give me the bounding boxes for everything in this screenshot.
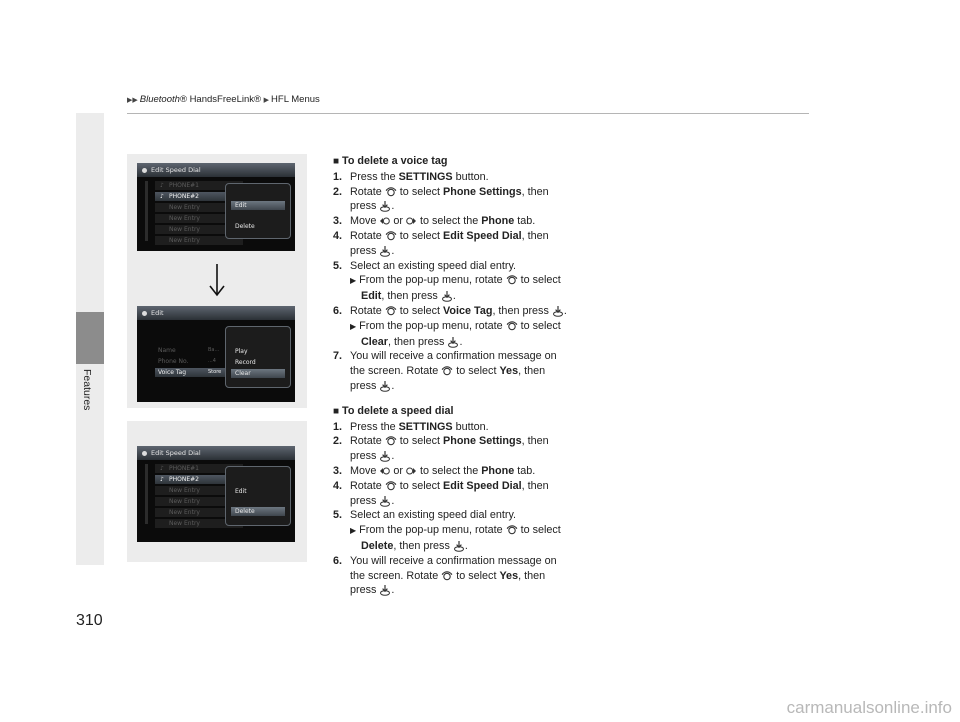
- popup-item-delete: Delete: [231, 507, 285, 516]
- push-knob-icon: [379, 495, 391, 507]
- selector-knob-icon: [506, 524, 518, 535]
- push-knob-icon: [379, 380, 391, 392]
- move-right-icon: [406, 216, 417, 226]
- down-arrow-icon: [205, 262, 229, 298]
- breadcrumb-arrow-icon: ▶: [263, 97, 270, 104]
- sub-step: ▶ From the pop-up menu, rotate to select Edit, then press .: [350, 274, 561, 303]
- push-knob-icon: [552, 305, 564, 317]
- breadcrumb-bluetooth: Bluetooth: [139, 94, 180, 105]
- title-bullet-icon: [142, 311, 147, 316]
- list-item: New Entry: [155, 497, 243, 506]
- screen-titlebar: [137, 446, 295, 460]
- field-row-voice-tag: Voice Tag Store: [155, 368, 225, 377]
- arrow-bullet-icon: ▶: [350, 526, 357, 536]
- list-item: ♪ PHONE#1: [155, 464, 243, 473]
- step: 4. Rotate to select Edit Speed Dial, then press .: [333, 479, 549, 507]
- screen-title: Edit Speed Dial: [151, 449, 201, 457]
- popup-item-delete: Delete: [235, 223, 255, 230]
- selector-knob-icon: [506, 320, 518, 331]
- push-knob-icon: [453, 540, 465, 552]
- list-item: ♪ PHONE#2: [155, 475, 243, 484]
- breadcrumb-hfl-menus: HFL Menus: [271, 94, 320, 105]
- field-row-phone: Phone No. ...4: [158, 358, 216, 365]
- move-left-icon: [379, 466, 390, 476]
- step: 5. Select an existing speed dial entry.: [333, 509, 517, 522]
- selector-knob-icon: [385, 186, 397, 197]
- step: 6. You will receive a confirmation message on the screen. Rotate to select Yes, then press .: [333, 554, 557, 597]
- popup-menu: [225, 326, 291, 388]
- screen-edit-speed-dial-delete: [137, 446, 295, 542]
- move-left-icon: [379, 216, 390, 226]
- breadcrumb-arrow-icon: ▶▶: [127, 97, 138, 104]
- step: 1. Press the SETTINGS button.: [333, 170, 489, 183]
- selector-knob-icon: [441, 570, 453, 581]
- list-item: New Entry: [155, 225, 243, 234]
- square-bullet-icon: ■: [333, 156, 340, 167]
- square-bullet-icon: ■: [333, 405, 340, 417]
- instructions: [333, 154, 568, 598]
- header-divider: [127, 113, 809, 114]
- screen-edit-speed-dial: [137, 163, 295, 251]
- list-item: ♪ PHONE#1: [155, 181, 243, 190]
- scrollbar: [145, 464, 148, 524]
- popup-item-play: Play: [235, 348, 248, 355]
- step: 1. Press the SETTINGS button.: [333, 420, 489, 433]
- push-knob-icon: [379, 245, 391, 257]
- step: 3. Move or to select the Phone tab.: [333, 464, 536, 477]
- list-item: New Entry: [155, 486, 243, 495]
- list-item: New Entry: [155, 519, 243, 528]
- push-knob-icon: [379, 450, 391, 462]
- phone-book-icon: ♪: [160, 193, 164, 200]
- title-bullet-icon: [142, 451, 147, 456]
- list-item: New Entry: [155, 508, 243, 517]
- screen-titlebar: [137, 306, 295, 320]
- side-tab-label: Features: [81, 369, 93, 411]
- list-item: ♪ PHONE#2: [155, 192, 243, 201]
- screen-title: Edit Speed Dial: [151, 166, 201, 174]
- list-item: New Entry: [155, 214, 243, 223]
- popup-item-edit: Edit: [231, 201, 285, 210]
- side-tab-marker: [76, 312, 104, 364]
- arrow-bullet-icon: ▶: [350, 276, 357, 286]
- popup-item-clear: Clear: [231, 369, 285, 378]
- screen-title: Edit: [151, 309, 164, 317]
- sub-step: ▶ From the pop-up menu, rotate to select Delete, then press .: [350, 524, 561, 552]
- step: 2. Rotate to select Phone Settings, then press .: [333, 185, 549, 213]
- popup-menu: [225, 183, 291, 239]
- step: 4. Rotate to select Edit Speed Dial, then press .: [333, 229, 549, 257]
- push-knob-icon: [447, 336, 459, 348]
- sub-step: ▶ From the pop-up menu, rotate to select Clear, then press .: [350, 319, 561, 348]
- list-item: New Entry: [155, 236, 243, 245]
- selector-knob-icon: [385, 305, 397, 316]
- section-heading: ■ To delete a voice tag: [333, 155, 448, 167]
- popup-item-record: Record: [235, 359, 256, 366]
- step: 3. Move or to select the Phone tab.: [333, 215, 536, 228]
- breadcrumb: [127, 94, 320, 105]
- screen-titlebar: [137, 163, 295, 177]
- push-knob-icon: [441, 290, 453, 302]
- breadcrumb-handsfreelink: ® HandsFreeLink®: [179, 94, 261, 105]
- field-row-name: Name Ba...: [158, 347, 220, 354]
- phone-book-icon: ♪: [160, 465, 164, 472]
- selector-knob-icon: [385, 480, 397, 491]
- page-number: 310: [76, 612, 103, 629]
- phone-book-icon: ♪: [160, 476, 164, 483]
- arrow-bullet-icon: ▶: [350, 321, 357, 331]
- step: 7. You will receive a confirmation message on the screen. Rotate to select Yes, then press .: [333, 350, 557, 392]
- title-bullet-icon: [142, 168, 147, 173]
- phone-book-icon: ♪: [160, 182, 164, 189]
- screen-edit: [137, 306, 295, 402]
- selector-knob-icon: [441, 365, 453, 376]
- selector-knob-icon: [385, 230, 397, 241]
- popup-menu: [225, 466, 291, 526]
- watermark: carmanualsonline.info: [786, 698, 952, 717]
- section-heading: ■ To delete a speed dial: [333, 404, 454, 417]
- step: 2. Rotate to select Phone Settings, then press .: [333, 435, 549, 463]
- popup-item-edit: Edit: [235, 488, 247, 495]
- move-right-icon: [406, 466, 417, 476]
- scrollbar: [145, 181, 148, 241]
- push-knob-icon: [379, 200, 391, 212]
- step: 6. Rotate to select Voice Tag, then press .: [333, 304, 567, 317]
- list-item: New Entry: [155, 203, 243, 212]
- selector-knob-icon: [506, 274, 518, 285]
- push-knob-icon: [379, 584, 391, 596]
- selector-knob-icon: [385, 435, 397, 446]
- step: 5. Select an existing speed dial entry.: [333, 259, 517, 272]
